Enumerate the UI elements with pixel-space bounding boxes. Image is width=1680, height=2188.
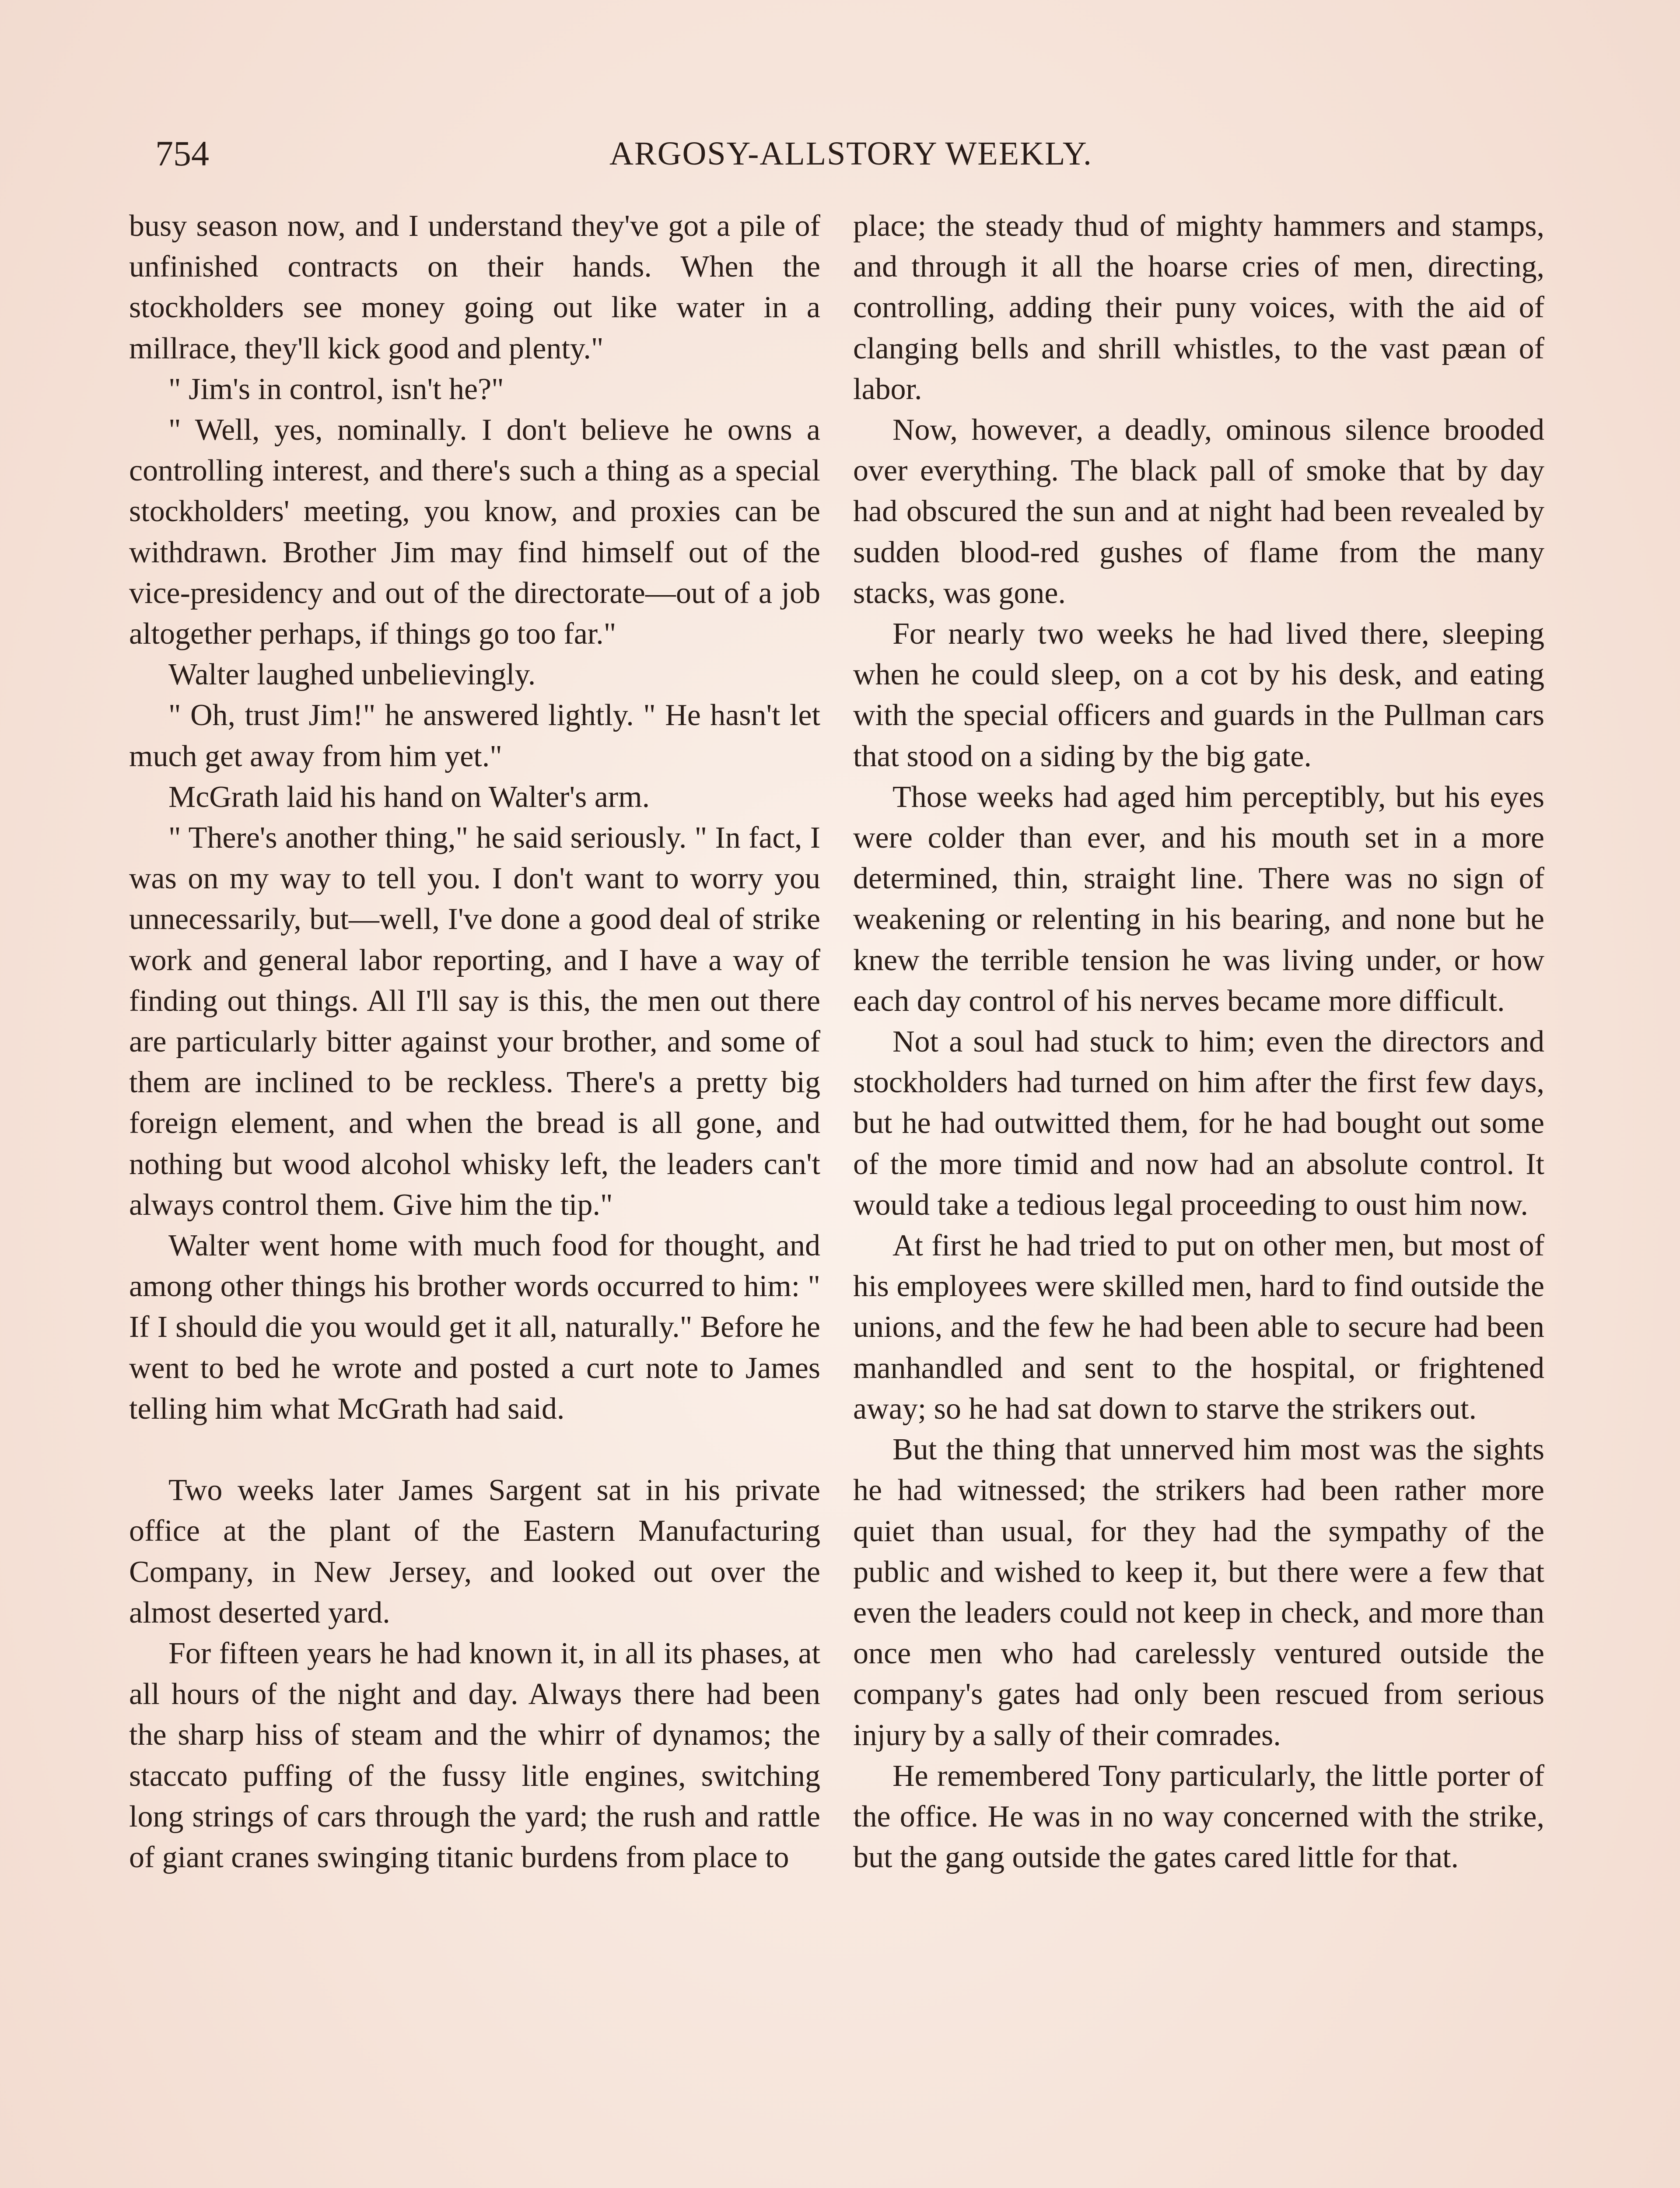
paragraph: Now, however, a deadly, ominous silence brooded over everything. The black pall of smoke that by day had obscured the sun and at night had been revealed by sudden blood-red gushes of flame from the many stacks, was gone.: [853, 413, 1544, 610]
paragraph: For fifteen years he had known it, in all its phases, at all hours of the night and day. Always there had been the sharp hiss of steam and the whirr of dynamos; the staccato puffing of the fussy litle engines, switching long strings of cars through the yard; the rush and rattle of giant cranes swinging titanic burdens from place to: [129, 1636, 820, 1874]
paragraph: " Jim's in control, isn't he?": [168, 372, 504, 406]
running-head: ARGOSY-ALLSTORY WEEKLY.: [609, 135, 1092, 172]
page-number: 754: [155, 133, 209, 173]
paragraph: " Oh, trust Jim!" he answered lightly. " He hasn't let much get away from him yet.": [129, 698, 820, 773]
page-header: [155, 130, 1547, 178]
right-column: [853, 206, 1544, 1878]
paragraph: McGrath laid his hand on Walter's arm.: [168, 780, 650, 814]
left-column: [129, 206, 820, 1878]
paragraph: He remembered Tony particularly, the little porter of the office. He was in no way concerned with the strike, but the gang outside the gates cared little for that.: [853, 1759, 1544, 1875]
paragraph: place; the steady thud of mighty hammers and stamps, and through it all the hoarse cries of men, directing, controlling, adding their puny voices, with the aid of clanging bells and shrill whistles, to the vast pæan of labor.: [853, 209, 1544, 406]
paragraph: But the thing that unnerved him most was the sights he had witnessed; the strikers had been rather more quiet than usual, for they had the sympathy of the public and wished to keep it, but there were a few that even the leaders could not keep in check, and more than once men who had carelessly ventured outside the company's gates had only been rescued from serious injury by a sally of their comrades.: [853, 1433, 1544, 1752]
paragraph: Not a soul had stuck to him; even the directors and stockholders had turned on him after the first few days, but he had outwitted them, for he had bought out some of the more timid and now had an absolute control. It would take a tedious legal proceeding to oust him now.: [853, 1025, 1544, 1222]
paragraph: Walter went home with much food for thought, and among other things his brother words occurred to him: " If I should die you would get it all, naturally." Before he went to bed he wrote and posted a curt note to James telling him what McGrath had said.: [129, 1229, 820, 1426]
paragraph: Walter laughed unbelievingly.: [168, 658, 536, 692]
paragraph: " Well, yes, nominally. I don't believe he owns a controlling interest, and there's such a thing as a special stockholders' meeting, you know, and proxies can be withdrawn. Brother Jim may find himself out of the vice-presidency and out of the directorate—out of a job altogether perhaps, if things go too far.": [129, 413, 820, 651]
paragraph: busy season now, and I understand they've got a pile of unfinished contracts on their hands. When the stockholders see money going out like water in a millrace, they'll kick good and plenty.": [129, 209, 820, 365]
paragraph: " There's another thing," he said seriously. " In fact, I was on my way to tell you. I don't want to worry you unnecessarily, but—well, I've done a good deal of strike work and general labor reporting, and I have a way of finding out things. All I'll say is this, the men out there are particularly bitter against your brother, and some of them are inclined to be reckless. There's a pretty big foreign element, and when the bread is all gone, and nothing but wood alcohol whisky left, the leaders can't always control them. Give him the tip.": [129, 821, 820, 1222]
paragraph: Two weeks later James Sargent sat in his private office at the plant of the Eastern Manufacturing Company, in New Jersey, and looked out over the almost deserted yard.: [129, 1473, 820, 1630]
paragraph: Those weeks had aged him perceptibly, but his eyes were colder than ever, and his mouth set in a more determined, thin, straight line. There was no sign of weakening or relenting in his bearing, and none but he knew the terrible tension he was living under, or how each day control of his nerves became more difficult.: [853, 780, 1544, 1018]
paragraph: For nearly two weeks he had lived there, sleeping when he could sleep, on a cot by his desk, and eating with the special officers and guards in the Pullman cars that stood on a siding by the big gate.: [853, 617, 1544, 773]
paragraph: At first he had tried to put on other men, but most of his employees were skilled men, hard to find outside the unions, and the few he had been able to secure had been manhandled and sent to the hospital, or frightened away; so he had sat down to starve the strikers out.: [853, 1229, 1544, 1426]
